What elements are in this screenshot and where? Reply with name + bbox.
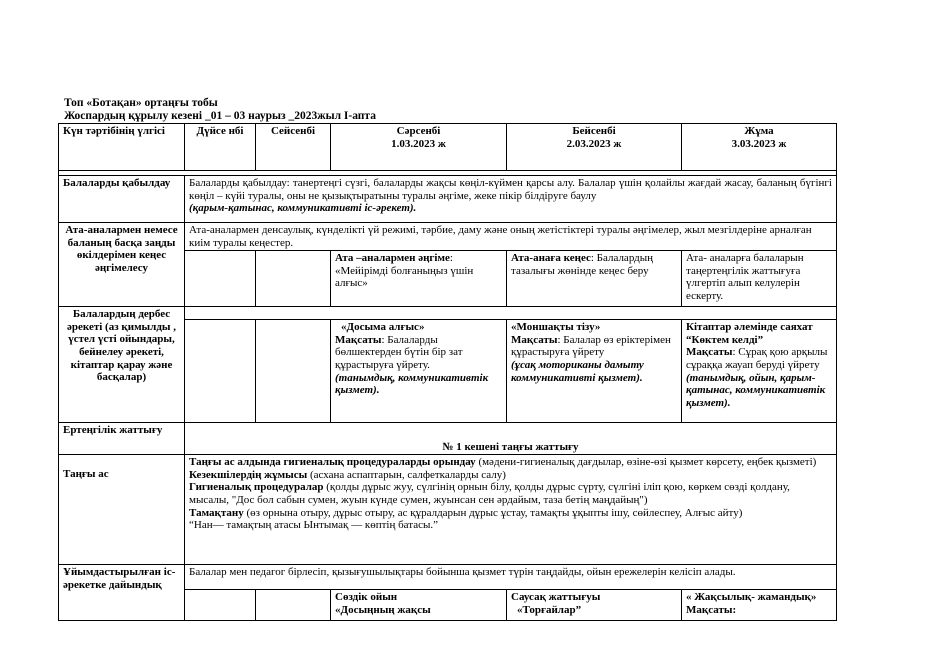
plan-table [58, 123, 837, 621]
col-routine: Күн тәртібінің үлгісі [59, 124, 185, 171]
independent-row [59, 307, 837, 320]
morning-exercise-row [59, 423, 837, 455]
morning-exercise-text: № 1 кешені таңғы жаттығу [185, 423, 837, 455]
organized-activity-text: Балалар мен педагог бірлесіп, қызығушылықтары бойынша қызмет түрін таңдайды, ойын ережелерін келісіп алады. [185, 565, 837, 590]
breakfast-text: Таңғы ас алдында гигиеналық процедураларды орындау (мәдени-гигиеналық дағдылар, өзіне-өзі қызмет көрсету, еңбек қызметі) Кезекшілердің жұмысы (асхана аспаптарын, салфеткаларды салу) Гигиеналық процедуралар (қолды дұрыс жуу, сүлгінің орнын білу, қолды дұрыс сүрту, сүлгіні іліп қою, көркем сөзді қолдану, мысалы, "Дос бол сабын сумен, жуын күнде сумен, жуынсан сен әрдайым, таза бетің маңдайың") Тамақтану (өз орнына отыру, дұрыс отыру, ас құралдарын дұрыс ұстау, тамақты ұқыпты ішу, сөйлеспеу, Алғыс айту) “Нан— тамақтың атасы Ынтымақ — көптің батасы.” [185, 455, 837, 565]
parents-general: Ата-аналармен денсаулық, күнделікті үй режимі, тәрбие, даму және оның жетістіктері туралы әңгімелер, жыл мезгілдеріне арналған киім туралы кеңестер. [185, 223, 837, 251]
independent-fri: Кітаптар әлемінде саяхат “Көктем келді” Мақсаты: Сұрақ қою арқылы сұраққа жауап беруді үйрету (танымдық, ойын, қарым-қатынас, коммуникативтік қызмет). [682, 320, 837, 423]
independent-label: Балалардың дербес әрекеті (аз қимылды , үстел үсті ойындары, бейнелеу әрекеті, кітаптар қарау және басқалар) [59, 307, 185, 423]
header-row [59, 124, 837, 171]
col-tuesday: Сейсенбі [256, 124, 331, 171]
parents-mon [185, 251, 256, 307]
organized-tue [256, 590, 331, 621]
col-wednesday: Сәрсенбі 1.03.2023 ж [331, 124, 507, 171]
col-thursday: Бейсенбі 2.03.2023 ж [507, 124, 682, 171]
organized-fri: « Жақсылық- жамандық» Мақсаты: [682, 590, 837, 621]
parents-tue [256, 251, 331, 307]
organized-activity-row [59, 565, 837, 590]
independent-thu: «Моншақты тізу» Мақсаты: Балалар өз еріктерімен құрастыруға үйрету (ұсақ моториканы дамыту коммуникативті қызмет). [507, 320, 682, 423]
organized-mon [185, 590, 256, 621]
col-monday: Дүйсе нбі [185, 124, 256, 171]
morning-exercise-label: Ертеңгілік жаттығу [59, 423, 185, 455]
organized-wed: Сөздік ойын «Досыңның жақсы [331, 590, 507, 621]
reception-label: Балаларды қабылдау [59, 176, 185, 223]
parents-fri: Ата- аналарға балаларын таңертеңгілік жаттығуға үлгертіп алып келулерін ескерту. [682, 251, 837, 307]
independent-mon [185, 320, 256, 423]
organized-thu: Саусақ жаттығуы «Торғайлар” [507, 590, 682, 621]
independent-tue [256, 320, 331, 423]
group-title: Топ «Ботақан» ортаңғы тобы [64, 97, 218, 109]
parents-row [59, 223, 837, 251]
organized-activity-label: Ұйымдастырылған іс-әрекетке дайындық [59, 565, 185, 621]
independent-wed: «Досыма алғыс» Мақсаты: Балаларды бөлшектерден бүтін бір зат құрастыруға үйрету. (танымдық, коммуникативтік қызмет). [331, 320, 507, 423]
independent-top [185, 307, 837, 320]
col-friday: Жұма 3.03.2023 ж [682, 124, 837, 171]
parents-label: Ата-аналармен немесе баланың басқа заңды өкілдерімен кеңес әңгімелесу [59, 223, 185, 307]
reception-text: Балаларды қабылдау: танертеңгі сүзгі, балаларды жақсы көңіл-күймен қарсы алу. Балалар үшін қолайлы жағдай жасау, баланың бүгінгі көңіл – күйі туралы, оны не қызықтыратыны туралы әңгіме, жеке пікір білдіруге баулу (қарым-қатынас, коммуникативті іс-әрекет). [185, 176, 837, 223]
plan-period: Жоспардың құрылу кезені _01 – 03 наурыз _2023жыл I-апта [64, 110, 376, 122]
reception-row [59, 176, 837, 223]
parents-thu: Ата-анаға кеңес: Балалардың тазалығы жөнінде кеңес беру [507, 251, 682, 307]
breakfast-label: Таңғы ас [59, 455, 185, 565]
parents-wed: Ата –аналармен әңгіме: «Мейірімді болғаныңыз үшін алғыс» [331, 251, 507, 307]
breakfast-row [59, 455, 837, 565]
